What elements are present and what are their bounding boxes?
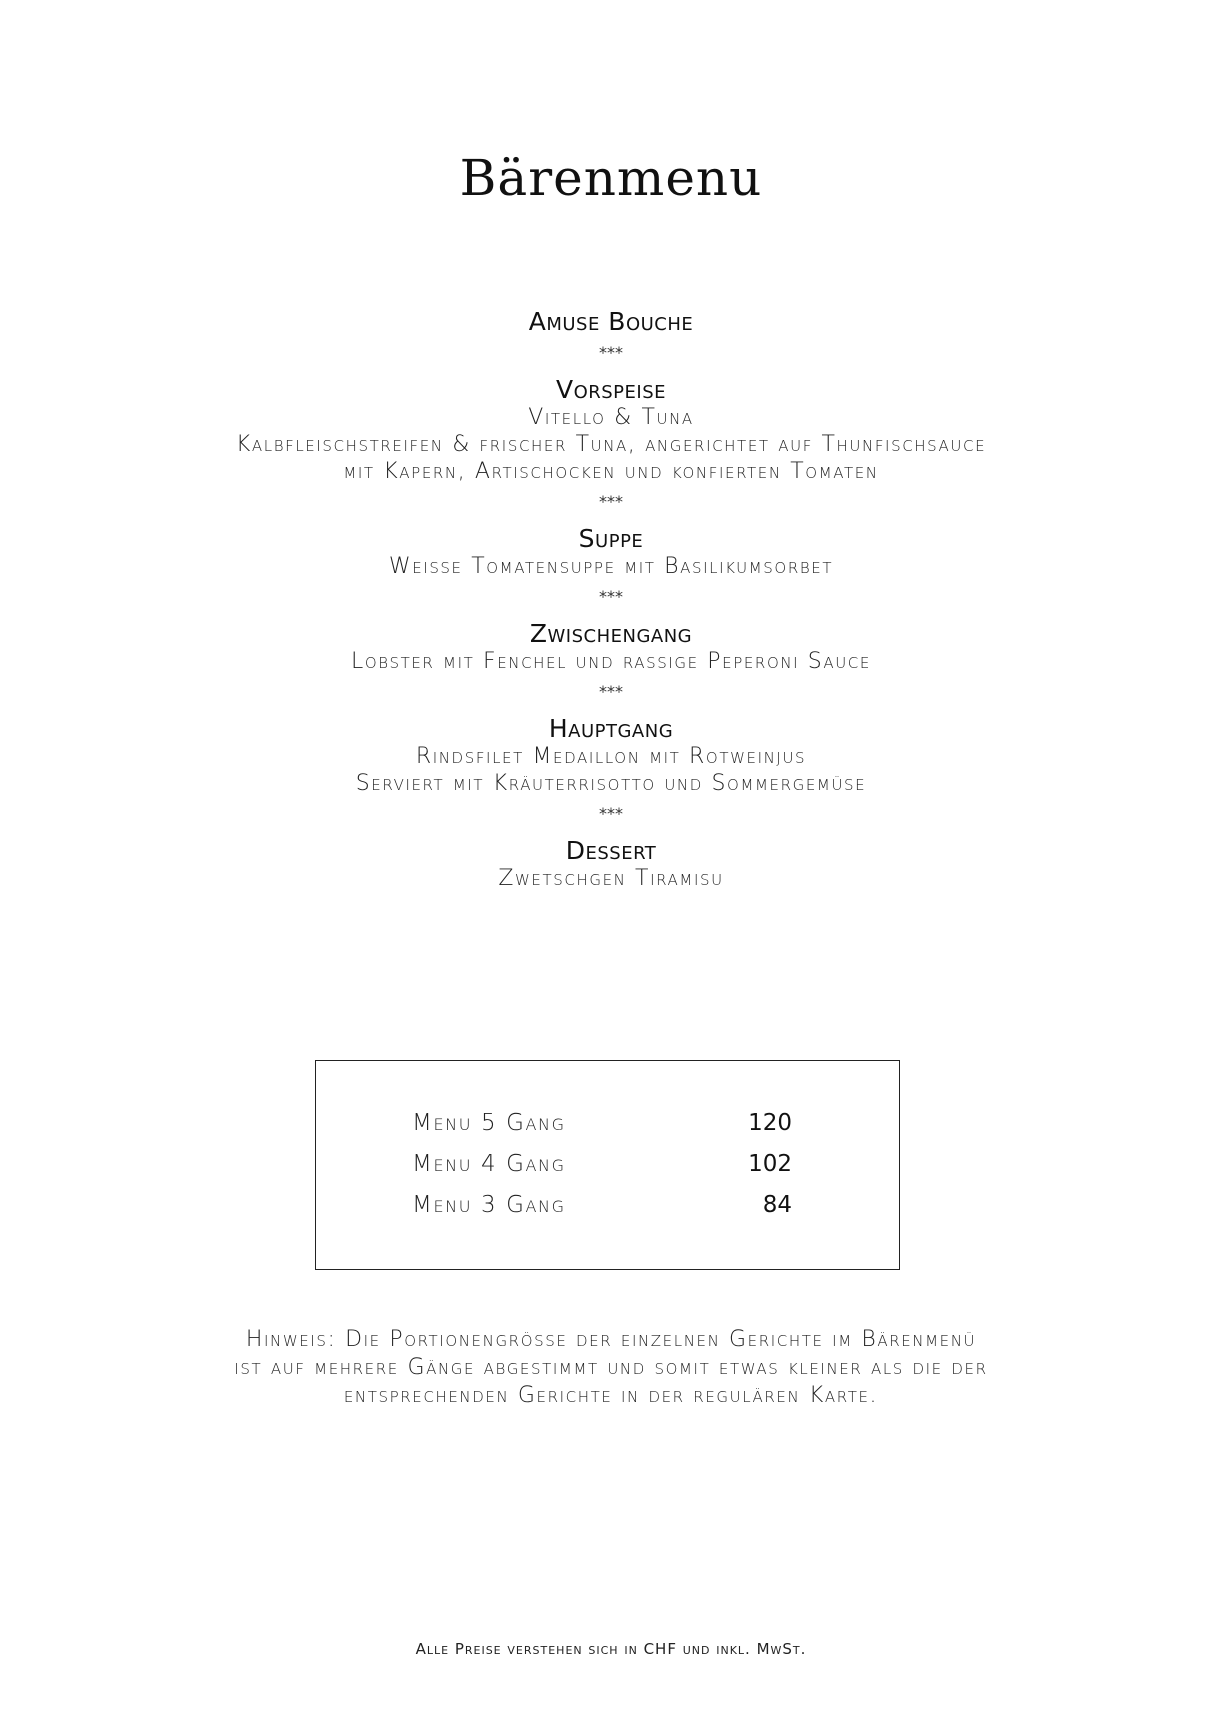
course-heading: Vorspeise [555, 375, 667, 404]
course-heading: Hauptgang [548, 714, 674, 743]
price-row [412, 1147, 792, 1181]
course-description: Rindsfilet Medaillon mit Rotweinjus [415, 744, 807, 769]
course-description: Vitello & Tuna [528, 405, 694, 430]
note-line: entsprechenden Gerichte in der regulären Karte. [343, 1383, 879, 1408]
course-hauptgang [0, 715, 1222, 797]
price-row [412, 1188, 792, 1222]
price-label: Menu 3 Gang [412, 1192, 566, 1218]
portion-note [0, 1326, 1222, 1410]
price-footer: Alle Preise verstehen sich in CHF und inkl. MwSt. [415, 1640, 807, 1658]
price-value: 102 [748, 1151, 792, 1177]
course-heading: Amuse Bouche [528, 307, 694, 336]
price-label: Menu 4 Gang [412, 1151, 566, 1177]
course-dessert [0, 837, 1222, 892]
price-value: 120 [748, 1110, 792, 1136]
course-vorspeise [0, 376, 1222, 485]
note-line: ist auf mehrere Gänge abgestimmt und somit etwas kleiner als die der [234, 1355, 988, 1380]
course-heading: Suppe [578, 524, 644, 553]
note-line: Hinweis: Die Portionengrösse der einzelnen Gerichte im Bärenmenü [245, 1327, 977, 1352]
price-label: Menu 5 Gang [412, 1110, 566, 1136]
course-separator: *** [599, 343, 623, 362]
course-separator: *** [599, 587, 623, 606]
course-suppe [0, 525, 1222, 580]
course-description: Kalbfleischstreifen & frischer Tuna, angerichtet auf Thunfischsauce [235, 432, 987, 457]
course-heading: Dessert [565, 836, 657, 865]
course-description: Lobster mit Fenchel und rassige Peperoni Sauce [351, 649, 871, 674]
course-zwischengang [0, 620, 1222, 675]
course-description: Weisse Tomatensuppe mit Basilikumsorbet [388, 554, 834, 579]
price-row [412, 1106, 792, 1140]
course-list [0, 308, 1222, 892]
course-separator: *** [599, 682, 623, 701]
course-amuse-bouche [0, 308, 1222, 336]
course-separator: *** [599, 804, 623, 823]
course-description: Serviert mit Kräuterrisotto und Sommergemüse [355, 771, 867, 796]
price-box [315, 1060, 900, 1270]
course-separator: *** [599, 492, 623, 511]
course-description: Zwetschgen Tiramisu [498, 866, 724, 891]
course-heading: Zwischengang [529, 619, 693, 648]
price-value: 84 [762, 1192, 792, 1218]
page-title: Bärenmenu [459, 149, 763, 207]
course-description: mit Kapern, Artischocken und konfierten Tomaten [343, 459, 879, 484]
